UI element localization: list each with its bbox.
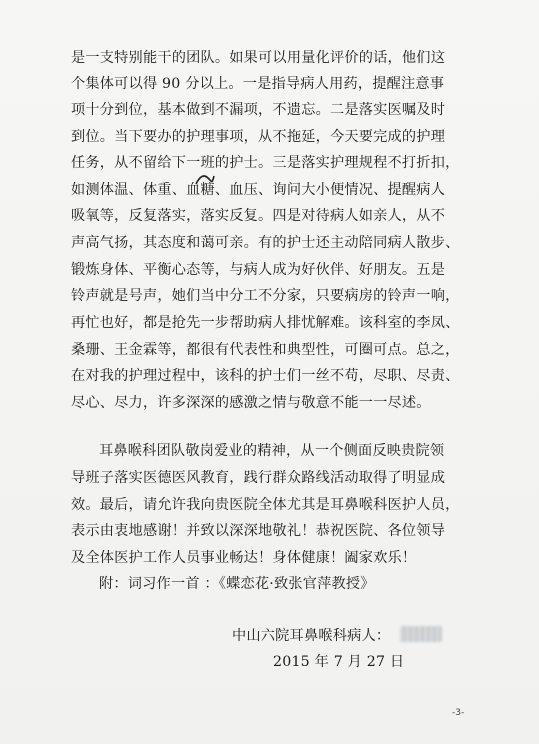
pen-mark-icon <box>194 172 216 188</box>
body-line: 声高气扬，其态度和蔼可亲。有的护士还主动陪同病人散步、 <box>71 235 460 251</box>
body-line: 铃声就是号声，她们当中分工不分家，只要病房的铃声一响， <box>71 288 460 304</box>
attachment-note: 附：词习作一首 ：《蝶恋花·致张官萍教授》 <box>99 576 375 592</box>
body-line: 如测体温、体重、血糖、血压、询问大小便情况、提醒病人 <box>71 182 446 198</box>
body-line: 桑珊、王金霖等，都很有代表性和典型性，可圈可点。总之， <box>71 342 460 358</box>
body-line: 表示由衷地感谢！并致以深深地敬礼！恭祝医院、各位领导 <box>71 523 446 539</box>
signature: 中山六院耳鼻喉科病人： <box>232 628 391 644</box>
body-line: 个集体可以得 90 分以上。一是指导病人用药，提醒注意事 <box>71 76 445 92</box>
date: 2015 年 7 月 27 日 <box>273 654 405 670</box>
body-line: 尽心、尽力，许多深深的感激之情与敬意不能一一尽述。 <box>71 395 431 411</box>
body-line: 到位。当下要办的护理事项，从不拖延，今天要完成的护理 <box>71 129 446 145</box>
body-line: 导班子落实医德医风教育，践行群众路线活动取得了明显成 <box>71 470 446 486</box>
body-line: 再忙也好，都是抢先一步帮助病人排忧解难。该科室的李凤、 <box>71 315 460 331</box>
body-line: 锻炼身体、平衡心态等，与病人成为好伙伴、好朋友。五是 <box>71 262 446 278</box>
body-line: 在对我的护理过程中，该科的护士们一丝不苟，尽职、尽责、 <box>71 368 460 384</box>
redacted-name-block <box>400 626 442 642</box>
page-number: -3- <box>452 708 465 718</box>
body-line: 任务，从不留给下一班的护士。三是落实护理规程不打折扣， <box>71 155 460 171</box>
body-line: 效。最后，请允许我向贵医院全体尤其是耳鼻喉科医护人员， <box>71 497 460 513</box>
body-line: 及全体医护工作人员事业畅达！身体健康！阖家欢乐！ <box>71 550 417 566</box>
body-line: 吸氧等，反复落实，落实反复。四是对待病人如亲人，从不 <box>71 208 446 224</box>
body-line: 项十分到位，基本做到不漏项，不遗忘。二是落实医嘱及时 <box>71 102 446 118</box>
body-line: 耳鼻喉科团队敬岗爱业的精神，从一个侧面反映贵院领 <box>99 443 445 459</box>
body-line: 是一支特别能干的团队。如果可以用量化评价的话，他们这 <box>71 50 446 66</box>
